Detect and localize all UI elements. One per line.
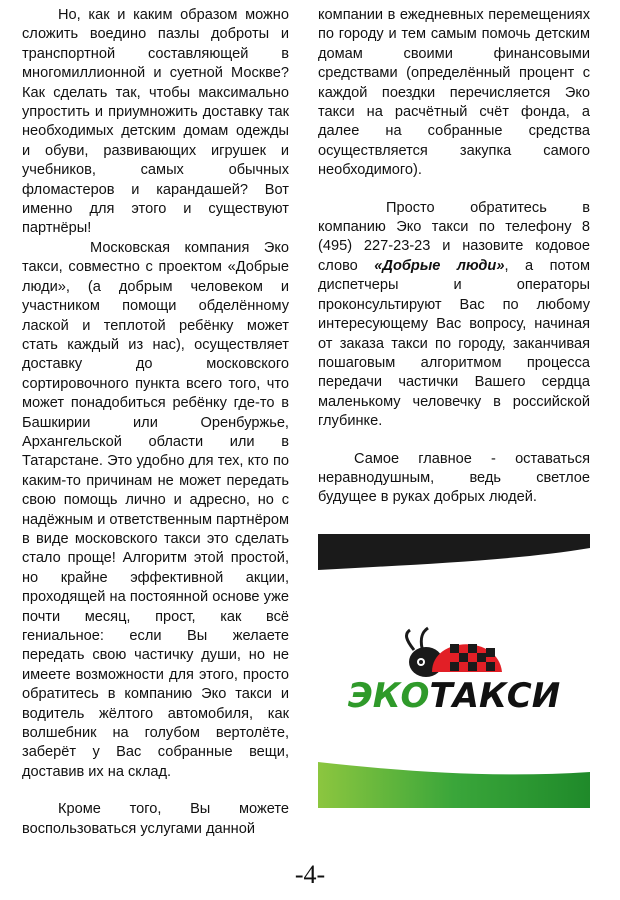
paragraph-text-start: Просто обратитесь в компанию Эко такси по телефону 8 (495) 227-23-23 и назовите кодовое слово	[318, 199, 590, 274]
left-paragraph-1: Но, как и каким образом можно сложить воедино пазлы доброты и транспортной составляющей в многомиллионной и суетной Москве? Как сделать так, чтобы максимально упростить и приумножить доставку так необходимых детским домам одежды и обуви, развивающих игрушек и учебников, самых обычных фломастеров и карандашей? Вот именно для этого и существуют партнёры!	[22, 7, 289, 237]
logo-wordmark-taxi: ТАКСИ	[429, 676, 561, 716]
ladybug-icon	[402, 626, 506, 680]
code-word: «Добрые люди»	[374, 257, 505, 274]
paragraph-text-end: , а потом диспетчеры и операторы проконсультируют Вас по любому интересующему Вас вопросу, начиная от заказа такси по городу, заканчивая пошаговым алгоритмом процесса передачи частички Вашего сердца маленькому человечку в российской глубинке.	[318, 257, 590, 430]
green-swoosh-banner	[318, 762, 590, 808]
right-paragraph-2	[318, 199, 590, 432]
left-text-column	[22, 6, 289, 839]
logo-wordmark-eko: ЭКО	[347, 676, 430, 716]
eko-taxi-logo	[318, 534, 590, 808]
logo-wordmark	[318, 676, 590, 716]
left-paragraph-3: Кроме того, Вы можете воспользоваться услугами данной	[22, 801, 289, 837]
right-paragraph-1: компании в ежедневных перемещениях по городу и тем самым помочь детским домам своими финансовыми средствами (определённый процент с каждой поездки перечисляется Эко такси на расчётный счёт фонда, а далее на собранные средства осуществляется закупка самого необходимого).	[318, 7, 590, 179]
page-number: -4-	[294, 860, 326, 889]
black-swoosh-banner	[318, 534, 590, 570]
right-text-column	[318, 6, 590, 508]
right-paragraph-3: Самое главное - оставаться неравнодушным, ведь светлое будущее в руках добрых людей.	[318, 450, 590, 506]
left-paragraph-2: Московская компания Эко такси, совместно с проектом «Добрые люди», (а добрым человеком и участником помощи обделённому лаской и теплотой ребёнку может стать каждый из нас), осуществляет доставку до московского сортировочного пункта всего того, что может понадобиться ребёнку где-то в Башкирии или Оренбуржье, Архангельской области или в Татарстане. Это удобно для тех, кто по каким-то причинам не может передать свою помощь лично и адресно, но с надёжным и ответственным партнёром в виде московского такси это сделать стало проще! Алгоритм этой простой, но крайне эффективной акции, проходящей на постоянной основе уже почти месяц, прост, как всё гениальное: если Вы желаете передать свою частичку души, но не имеете возможности для этого, просто обратитесь в компанию Эко такси и водитель жёлтого автомобиля, как волшебник на голубом вертолёте, заберёт у Вас собранные вещи, доставив их на склад.	[22, 239, 289, 780]
